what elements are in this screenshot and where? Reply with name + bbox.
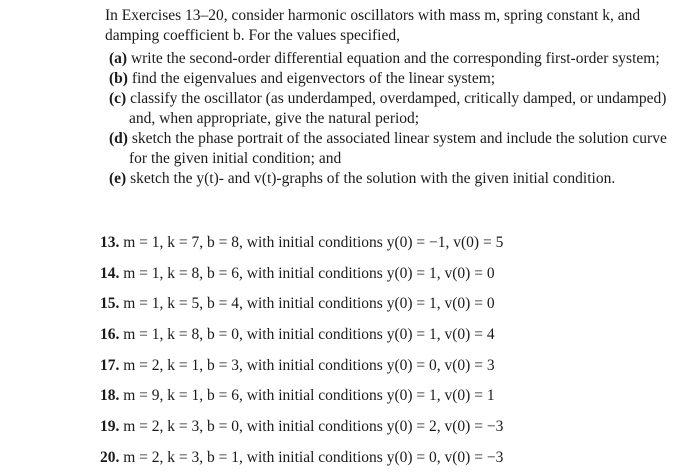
exercise-statement: m = 1, k = 5, b = 4, with initial conditions y(0) = 1, v(0) = 0 — [123, 295, 495, 313]
exercise-statement: m = 2, k = 3, b = 1, with initial conditions y(0) = 0, v(0) = −3 — [123, 448, 504, 466]
exercise-number: 19. — [100, 418, 120, 436]
task-parts-list — [105, 49, 680, 189]
task-part — [105, 169, 680, 189]
task-part-label: (d) — [109, 130, 128, 147]
exercise-item — [100, 443, 640, 474]
task-part — [105, 129, 680, 169]
task-part — [105, 49, 680, 69]
exercise-item — [100, 412, 640, 443]
exercise-item — [100, 228, 640, 259]
exercise-number: 13. — [100, 234, 120, 251]
task-part-text: write the second-order differential equation and the corresponding first-order system; — [130, 50, 660, 67]
exercise-number: 16. — [100, 326, 120, 344]
exercise-item — [100, 351, 640, 382]
exercise-instructions: In Exercises 13–20, consider harmonic oscillators with mass m, spring constant k, and damping coefficient b. For the values specified, — [105, 7, 641, 44]
exercise-statement: m = 2, k = 3, b = 0, with initial conditions y(0) = 2, v(0) = −3 — [123, 418, 504, 436]
exercise-statement: m = 9, k = 1, b = 6, with initial conditions y(0) = 1, v(0) = 1 — [123, 387, 495, 405]
task-part-label: (a) — [109, 50, 128, 67]
exercise-statement: m = 1, k = 8, b = 6, with initial conditions y(0) = 1, v(0) = 0 — [123, 264, 495, 282]
task-part-label: (c) — [109, 90, 127, 107]
exercise-number: 18. — [100, 387, 120, 405]
task-part-text: sketch the y(t)- and v(t)-graphs of the solution with the given initial condition. — [130, 170, 616, 187]
exercise-item — [100, 259, 640, 290]
task-part — [105, 69, 680, 89]
exercise-number: 15. — [100, 295, 120, 313]
task-part-label: (b) — [109, 70, 128, 87]
exercise-list — [100, 228, 640, 474]
exercise-statement: m = 2, k = 1, b = 3, with initial conditions y(0) = 0, v(0) = 3 — [123, 356, 495, 374]
exercise-statement: m = 1, k = 7, b = 8, with initial conditions y(0) = −1, v(0) = 5 — [123, 234, 504, 251]
exercise-item — [100, 289, 640, 320]
exercise-number: 14. — [100, 264, 120, 282]
task-part-label: (e) — [109, 170, 127, 187]
exercise-number: 17. — [100, 356, 120, 374]
exercise-number: 20. — [100, 448, 120, 466]
exercise-item — [100, 320, 640, 351]
task-part-text: find the eigenvalues and eigenvectors of the linear system; — [131, 70, 496, 87]
task-part — [105, 89, 680, 129]
task-part-text: sketch the phase portrait of the associated linear system and include the solution curve for the given initial condition; and — [129, 130, 667, 167]
task-part-text: classify the oscillator (as underdamped, overdamped, critically damped, or undamped) and, when appropriate, give the natural period; — [129, 90, 667, 127]
exercise-item — [100, 381, 640, 412]
exercise-statement: m = 1, k = 8, b = 0, with initial conditions y(0) = 1, v(0) = 4 — [123, 326, 495, 344]
